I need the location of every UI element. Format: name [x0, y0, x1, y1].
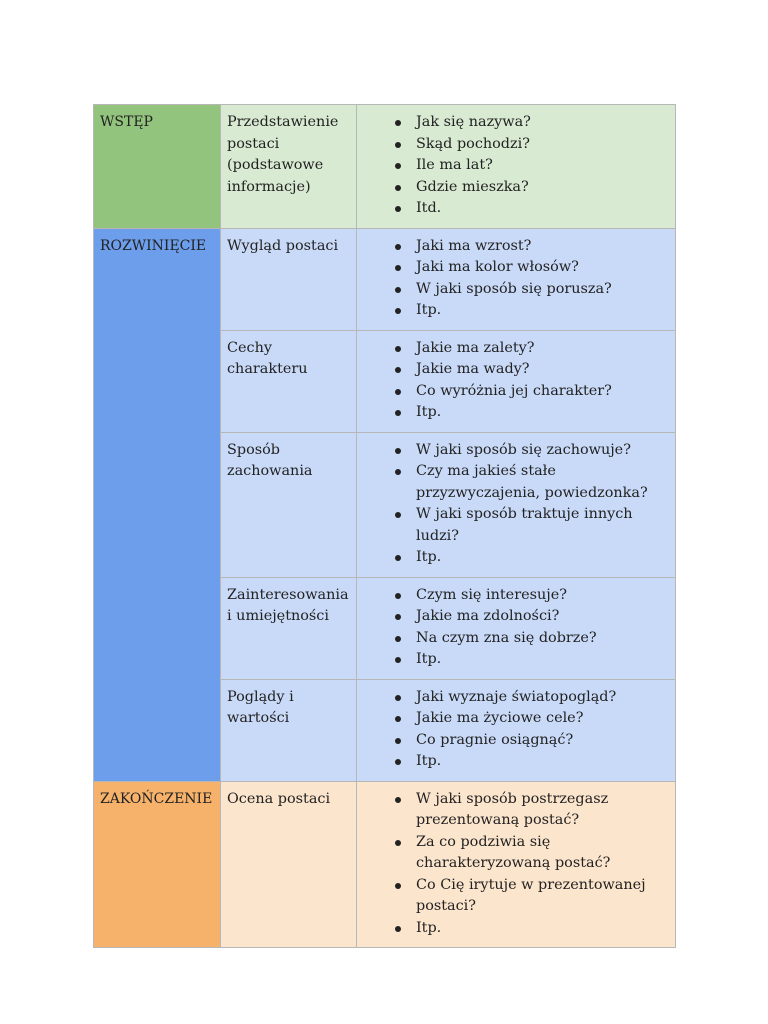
- questions-cell: [357, 577, 676, 679]
- list-item: W jaki sposób traktuje innych ludzi?: [416, 504, 669, 547]
- list-item: Za co podziwia się charakteryzowaną postać?: [416, 832, 669, 875]
- table-row: [94, 105, 676, 229]
- list-item: Jakie ma wady?: [416, 359, 669, 381]
- questions-cell: [357, 330, 676, 432]
- list-item: Czy ma jakieś stałe przyzwyczajenia, powiedzonka?: [416, 461, 669, 504]
- question-list: [363, 440, 669, 569]
- list-item: W jaki sposób się porusza?: [416, 279, 669, 301]
- list-item: Co Cię irytuje w prezentowanej postaci?: [416, 875, 669, 918]
- questions-cell: [357, 105, 676, 229]
- list-item: Co pragnie osiągnąć?: [416, 730, 669, 752]
- questions-cell: [357, 432, 676, 577]
- table-row: [94, 781, 676, 948]
- list-item: Itp.: [416, 751, 669, 773]
- topic-cell: Ocena postaci: [221, 781, 357, 948]
- section-title-ending: ZAKOŃCZENIE: [94, 781, 221, 948]
- list-item: Jaki ma kolor włosów?: [416, 257, 669, 279]
- list-item: Czym się interesuje?: [416, 585, 669, 607]
- list-item: Na czym zna się dobrze?: [416, 628, 669, 650]
- topic-cell: Sposób zachowania: [221, 432, 357, 577]
- list-item: Itp.: [416, 300, 669, 322]
- question-list: [363, 236, 669, 322]
- table-row: [94, 228, 676, 330]
- list-item: Ile ma lat?: [416, 155, 669, 177]
- list-item: Jakie ma zdolności?: [416, 606, 669, 628]
- list-item: Jakie ma życiowe cele?: [416, 708, 669, 730]
- topic-cell: Przedstawienie postaci (podstawowe informacje): [221, 105, 357, 229]
- list-item: Gdzie mieszka?: [416, 177, 669, 199]
- list-item: Jaki ma wzrost?: [416, 236, 669, 258]
- list-item: Itp.: [416, 649, 669, 671]
- questions-cell: [357, 228, 676, 330]
- topic-cell: Wygląd postaci: [221, 228, 357, 330]
- character-description-plan-table: [93, 104, 676, 948]
- question-list: [363, 585, 669, 671]
- questions-cell: [357, 781, 676, 948]
- list-item: W jaki sposób postrzegasz prezentowaną postać?: [416, 789, 669, 832]
- question-list: [363, 687, 669, 773]
- list-item: Jakie ma zalety?: [416, 338, 669, 360]
- list-item: Co wyróżnia jej charakter?: [416, 381, 669, 403]
- list-item: Skąd pochodzi?: [416, 134, 669, 156]
- topic-cell: Zainteresowania i umiejętności: [221, 577, 357, 679]
- questions-cell: [357, 679, 676, 781]
- list-item: Itp.: [416, 547, 669, 569]
- list-item: Itd.: [416, 198, 669, 220]
- question-list: [363, 338, 669, 424]
- list-item: Itp.: [416, 918, 669, 940]
- question-list: [363, 789, 669, 940]
- section-title-intro: WSTĘP: [94, 105, 221, 229]
- topic-cell: Poglądy i wartości: [221, 679, 357, 781]
- question-list: [363, 112, 669, 220]
- list-item: W jaki sposób się zachowuje?: [416, 440, 669, 462]
- list-item: Jak się nazywa?: [416, 112, 669, 134]
- topic-cell: Cechy charakteru: [221, 330, 357, 432]
- section-title-body: ROZWINIĘCIE: [94, 228, 221, 781]
- list-item: Itp.: [416, 402, 669, 424]
- list-item: Jaki wyznaje światopogląd?: [416, 687, 669, 709]
